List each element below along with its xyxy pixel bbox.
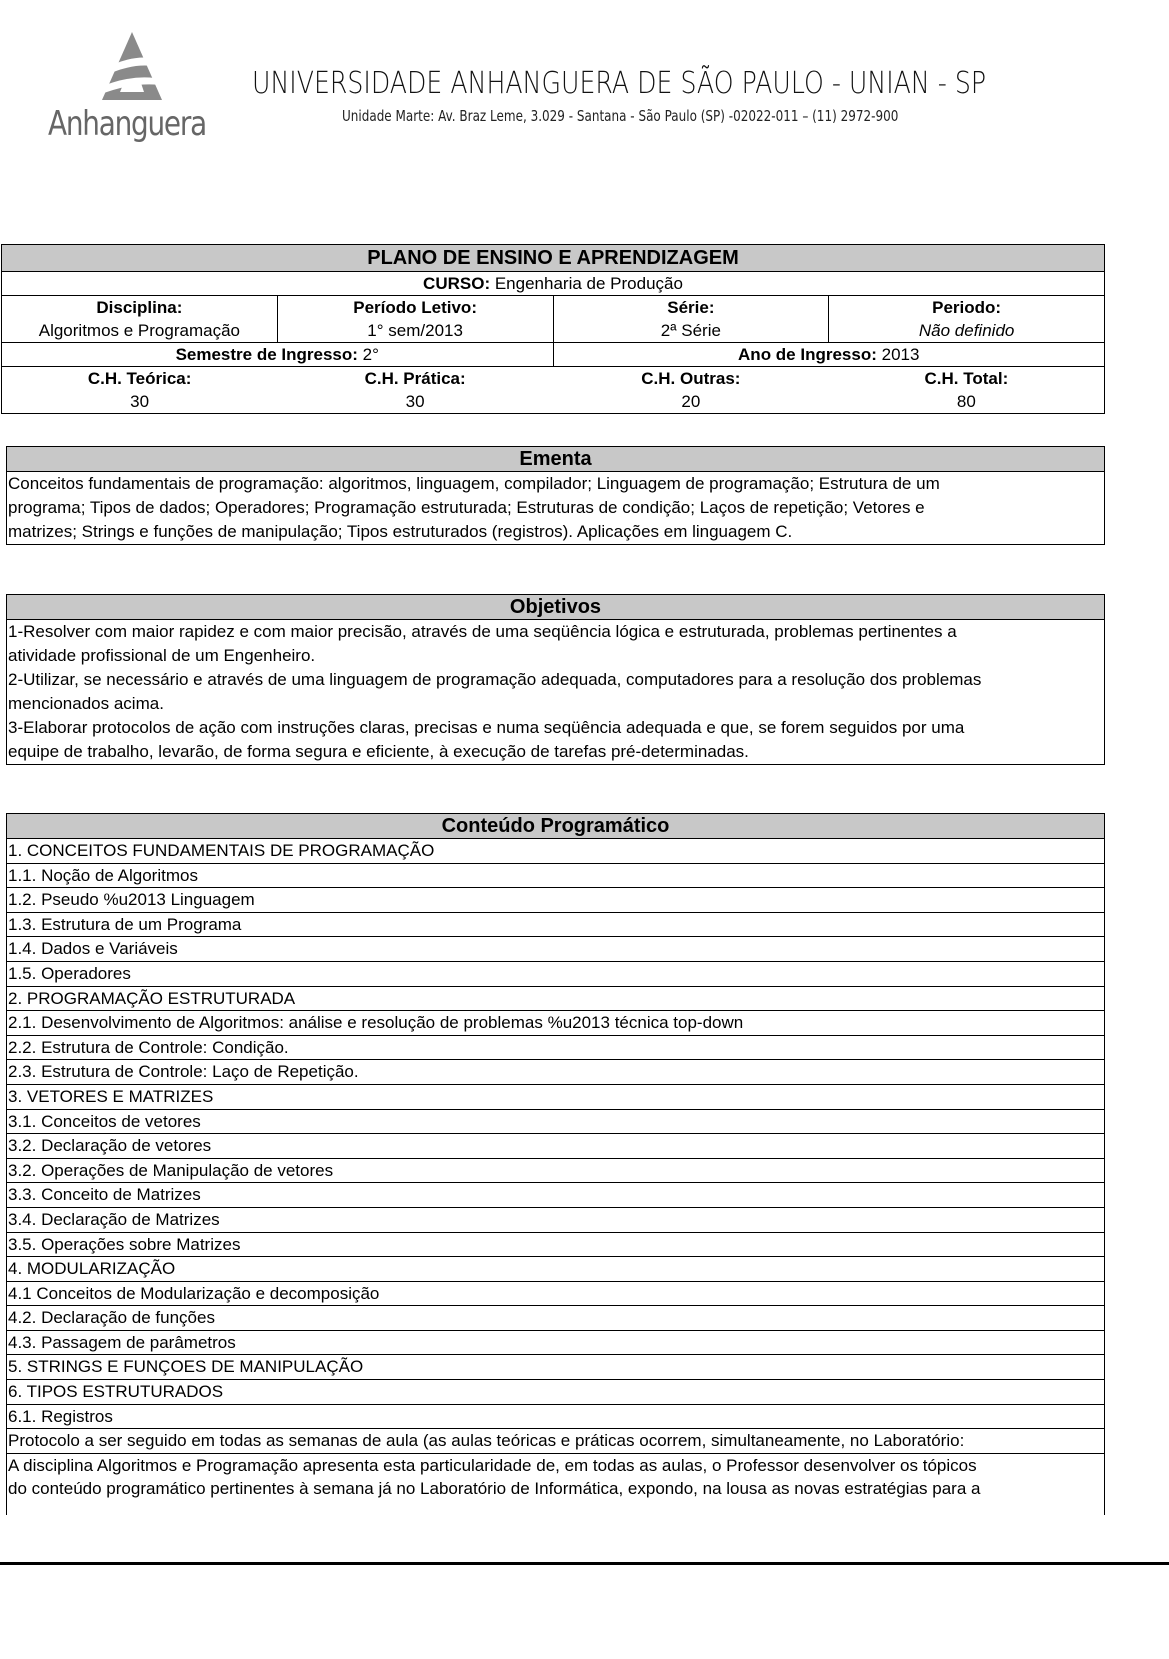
objetivos-line: 3-Elaborar protocolos de ação com instruções claras, precisas e numa seqüência adequada e que, se forem seguidos por uma [8, 718, 965, 737]
field-label: C.H. Total: [924, 369, 1009, 388]
conteudo-section [6, 813, 1105, 1515]
conteudo-row: 6. TIPOS ESTRUTURADOS [7, 1380, 1104, 1405]
semestre-ingresso-cell [2, 343, 554, 367]
conteudo-row: 1.5. Operadores [7, 962, 1104, 987]
conteudo-row: 3.3. Conceito de Matrizes [7, 1183, 1104, 1208]
page-footer-rule [0, 1562, 1169, 1565]
field-label: C.H. Prática: [364, 369, 466, 388]
logo-text: Anhanguera [48, 104, 206, 144]
field-value: 30 [405, 392, 425, 411]
course-value: Engenharia de Produção [494, 274, 683, 293]
conteudo-row: 1.2. Pseudo %u2013 Linguagem [7, 888, 1104, 913]
field-value: 2ª Série [660, 321, 721, 340]
field-value: 20 [681, 392, 701, 411]
field-value: 1° sem/2013 [367, 321, 463, 340]
conteudo-row: 1. CONCEITOS FUNDAMENTAIS DE PROGRAMAÇÃO [7, 839, 1104, 864]
conteudo-row: 2.2. Estrutura de Controle: Condição. [7, 1036, 1104, 1061]
conteudo-row: Protocolo a ser seguido em todas as semanas de aula (as aulas teóricas e práticas ocorrem, simultaneamente, no Laboratório: [7, 1429, 1104, 1454]
conteudo-row: 6.1. Registros [7, 1405, 1104, 1430]
ch-teorica-cell [2, 367, 278, 414]
objetivos-line: atividade profissional de um Engenheiro. [8, 646, 316, 665]
period-letivo-cell [277, 296, 553, 343]
field-label: Série: [667, 298, 715, 317]
plan-title: PLANO DE ENSINO E APRENDIZAGEM [2, 245, 1105, 272]
ch-total-cell [829, 367, 1105, 414]
field-value: Algoritmos e Programação [38, 321, 240, 340]
field-label: Periodo: [932, 298, 1002, 317]
objetivos-line: equipe de trabalho, levarão, de forma segura e eficiente, à execução de tarefas pré-determinadas. [8, 742, 749, 761]
ementa-line: programa; Tipos de dados; Operadores; Programação estruturada; Estruturas de condição; Laços de repetição; Vetores e [8, 498, 925, 517]
objetivos-section [6, 594, 1105, 765]
conteudo-row: 3.5. Operações sobre Matrizes [7, 1233, 1104, 1258]
ch-outras-cell [553, 367, 829, 414]
conteudo-row: 5. STRINGS E FUNÇOES DE MANIPULAÇÃO [7, 1355, 1104, 1380]
university-address: Unidade Marte: Av. Braz Leme, 3.029 - Santana - São Paulo (SP) -02022-011 – (11) 2972-900 [342, 107, 899, 125]
conteudo-paragraph-line: do conteúdo programático pertinentes à semana já no Laboratório de Informática, expondo, na lousa as novas estratégias para a [8, 1479, 981, 1499]
conteudo-row: 2.1. Desenvolvimento de Algoritmos: análise e resolução de problemas %u2013 técnica top-down [7, 1011, 1104, 1036]
course-label: CURSO: [423, 274, 491, 293]
ementa-title: Ementa [7, 447, 1104, 472]
field-value: 80 [956, 392, 976, 411]
conteudo-row: 1.4. Dados e Variáveis [7, 937, 1104, 962]
field-value: 2013 [881, 345, 920, 364]
ementa-line: matrizes; Strings e funções de manipulação; Tipos estruturados (registros). Aplicações em linguagem C. [8, 522, 793, 541]
ementa-line: Conceitos fundamentais de programação: algoritmos, linguagem, compilador; Linguagem de programação; Estrutura de um [8, 474, 940, 493]
serie-cell [553, 296, 829, 343]
conteudo-row: 3.1. Conceitos de vetores [7, 1110, 1104, 1135]
conteudo-row: 4.2. Declaração de funções [7, 1306, 1104, 1331]
objetivos-line: 2-Utilizar, se necessário e através de uma linguagem de programação adequada, computadores para a resolução dos problemas [8, 670, 982, 689]
conteudo-row: 3. VETORES E MATRIZES [7, 1085, 1104, 1110]
conteudo-row: 2. PROGRAMAÇÃO ESTRUTURADA [7, 987, 1104, 1012]
course-cell [2, 272, 1105, 296]
discipline-cell [2, 296, 278, 343]
university-name: UNIVERSIDADE ANHANGUERA DE SÃO PAULO - UNIAN - SP [252, 66, 987, 101]
conteudo-row: 1.1. Noção de Algoritmos [7, 864, 1104, 889]
conteudo-row: 3.4. Declaração de Matrizes [7, 1208, 1104, 1233]
field-label: C.H. Teórica: [87, 369, 192, 388]
objetivos-line: 1-Resolver com maior rapidez e com maior precisão, através de uma seqüência lógica e estruturada, problemas pertinentes a [8, 622, 957, 641]
conteudo-row: 3.2. Declaração de vetores [7, 1134, 1104, 1159]
periodo-cell [829, 296, 1105, 343]
conteudo-row: 3.2. Operações de Manipulação de vetores [7, 1159, 1104, 1184]
ano-ingresso-cell [553, 343, 1105, 367]
conteudo-row: 4.1 Conceitos de Modularização e decomposição [7, 1282, 1104, 1307]
objetivos-line: mencionados acima. [8, 694, 164, 713]
field-label: Ano de Ingresso: [738, 345, 877, 364]
field-label: Disciplina: [96, 298, 183, 317]
field-label: Semestre de Ingresso: [175, 345, 358, 364]
objetivos-title: Objetivos [7, 595, 1104, 620]
field-value: Não definido [918, 321, 1015, 340]
field-value: 30 [130, 392, 150, 411]
conteudo-row: 4.3. Passagem de parâmetros [7, 1331, 1104, 1356]
ch-pratica-cell [277, 367, 553, 414]
plan-info-table [1, 244, 1105, 414]
conteudo-title: Conteúdo Programático [7, 814, 1104, 839]
conteudo-paragraph-line: A disciplina Algoritmos e Programação apresenta esta particularidade de, em todas as aulas, o Professor desenvolver os tópicos [8, 1455, 977, 1475]
ementa-section [6, 446, 1105, 545]
field-value: 2° [362, 345, 379, 364]
field-label: Período Letivo: [353, 298, 477, 317]
conteudo-row: 4. MODULARIZAÇÃO [7, 1257, 1104, 1282]
conteudo-row: 2.3. Estrutura de Controle: Laço de Repetição. [7, 1060, 1104, 1085]
conteudo-row: 1.3. Estrutura de um Programa [7, 913, 1104, 938]
field-label: C.H. Outras: [641, 369, 741, 388]
